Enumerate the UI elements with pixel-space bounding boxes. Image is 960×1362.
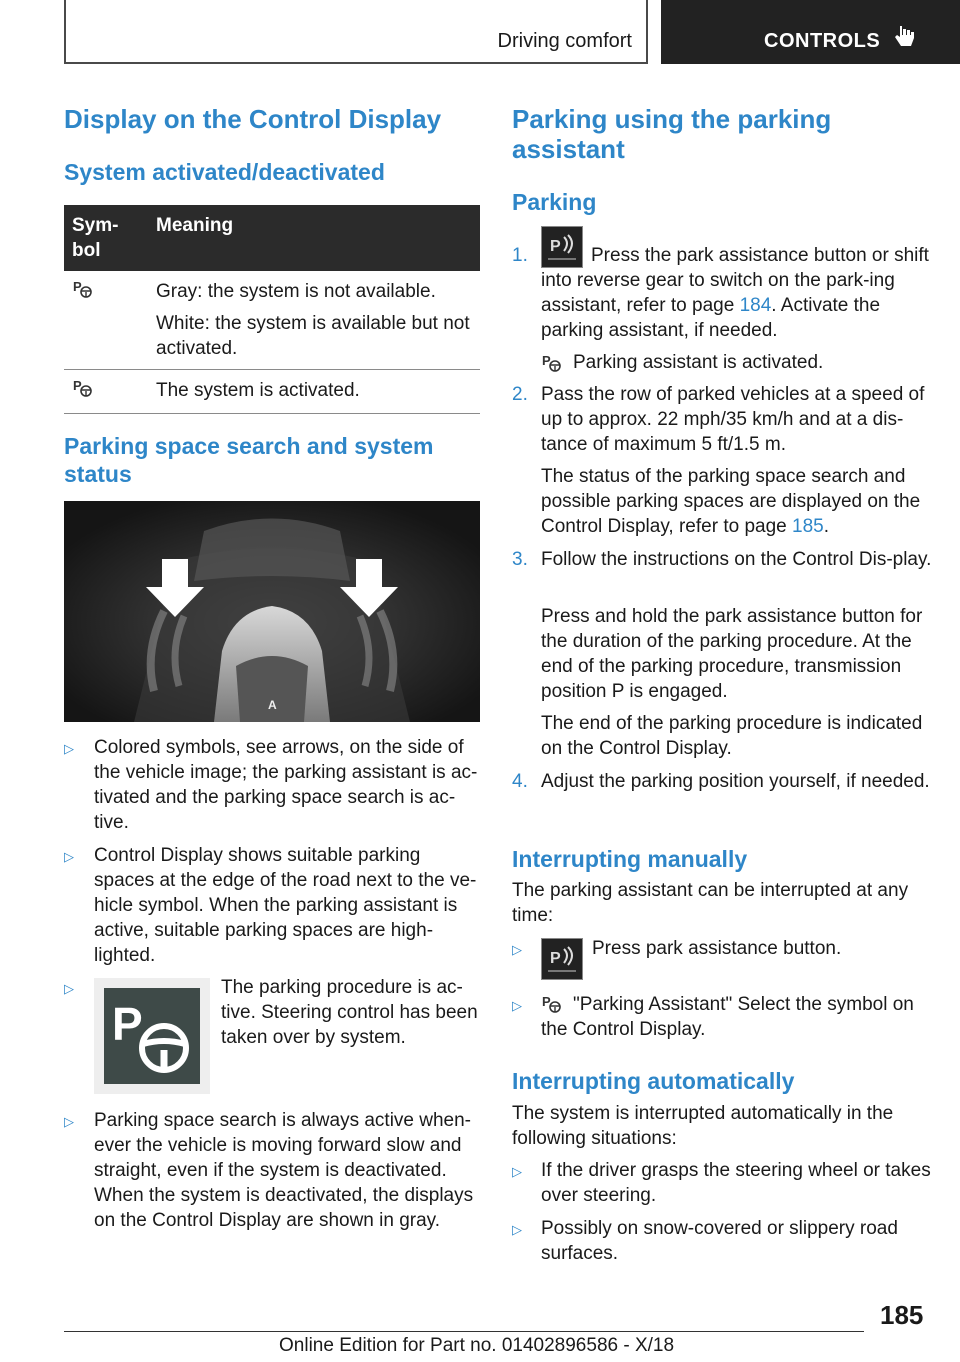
table-row: [64, 271, 480, 370]
parking-assistant-heading: Parking using the parking assistant: [512, 104, 832, 164]
bullet-triangle-icon: ▷: [64, 981, 74, 996]
bullet-colored-symbols: Colored symbols, see arrows, on the side of the vehicle image; the parking assistant is ac-tivated and the parking space search is ac-tive.: [94, 737, 478, 833]
step-number: 4.: [512, 771, 528, 792]
parking-assistant-active-icon: [72, 378, 94, 398]
vehicle-parking-image: [64, 501, 480, 722]
bullet-always-active: Parking space search is always active when-ever the vehicle is moving forward slow and straight, even if the system is deactivated. When the system is deactivated, the displays on the Control Display are shown in gray.: [94, 1110, 474, 1231]
step3-text: Follow the instructions on the Control Dis-play.: [541, 549, 932, 570]
svg-text:P: P: [112, 998, 143, 1050]
svg-text:P: P: [73, 279, 82, 294]
hand-pointer-icon: [893, 24, 917, 50]
svg-text:P: P: [550, 950, 561, 967]
auto-bullet-1: If the driver grasps the steering wheel or takes over steering.: [541, 1160, 931, 1206]
header-chapter-title: CONTROLS: [764, 30, 881, 52]
row1-white-text: White: the system is available but not activated.: [156, 313, 470, 359]
bullet-triangle-icon: ▷: [512, 942, 522, 957]
row2-activated-text: The system is activated.: [148, 370, 480, 414]
step4-text: Adjust the parking position yourself, if needed.: [541, 771, 930, 792]
header-chapter-box: [661, 0, 960, 64]
parking-assistant-inactive-icon: [72, 279, 94, 299]
svg-text:A: A: [268, 698, 277, 712]
table-row: [64, 370, 480, 414]
step1-sub: Parking assistant is activated.: [573, 352, 824, 373]
row1-gray-text: Gray: the system is not available.: [156, 281, 436, 302]
parking-assistant-icon: [541, 353, 563, 373]
edition-text: Online Edition for Part no. 01402896586 - X/18: [279, 1335, 675, 1356]
auto-intro: The system is interrupted automatically in the following situations:: [512, 1103, 894, 1149]
manual-intro: The parking assistant can be interrupted at any time:: [512, 880, 909, 926]
step3-sub1: Press and hold the park assistance button for the duration of the parking procedure. At the end of the parking procedure, transmission position P is engaged.: [541, 606, 923, 702]
bullet-triangle-icon: ▷: [512, 998, 522, 1013]
step2-text: Pass the row of parked vehicles at a speed of up to approx. 22 mph/35 km/h and at a dis-tance of maximum 5 ft/1.5 m.: [541, 384, 925, 455]
header-left-box: [64, 0, 648, 64]
svg-text:P: P: [542, 353, 551, 368]
header-section-title: Driving comfort: [497, 30, 632, 52]
page-number: 185: [880, 1300, 924, 1330]
auto-bullet-2: Possibly on snow-covered or slippery road surfaces.: [541, 1218, 898, 1264]
table-header-meaning: Meaning: [148, 205, 480, 271]
symbol-table: [64, 205, 480, 414]
bullet-suitable-spaces: Control Display shows suitable parking spaces at the edge of the road next to the ve-hicle symbol. When the parking assistant is active, suitable parking spaces are high-lighted.: [94, 845, 477, 966]
footer-divider: [64, 1331, 864, 1332]
step2-sub: The status of the parking space search and possible parking spaces are displayed on the Control Display, refer to page 185.: [541, 466, 921, 537]
page-link-185[interactable]: 185: [792, 516, 824, 537]
bullet-triangle-icon: ▷: [64, 741, 74, 756]
display-heading: Display on the Control Display: [64, 104, 442, 134]
bullet-triangle-icon: ▷: [512, 1222, 522, 1237]
step3-sub2: The end of the parking procedure is indicated on the Control Display.: [541, 713, 923, 759]
manual-heading: Interrupting manually: [512, 846, 748, 872]
page-link-184[interactable]: 184: [739, 295, 772, 316]
bullet-triangle-icon: ▷: [64, 1114, 74, 1129]
manual-bullet-1: Press park assistance button.: [592, 938, 842, 959]
table-header-symbol: Sym- bol: [64, 205, 148, 271]
step-number: 1.: [512, 245, 528, 266]
auto-heading: Interrupting automatically: [512, 1068, 795, 1094]
svg-text:P: P: [542, 994, 551, 1009]
steering-control-active-icon: [94, 978, 210, 1094]
parking-heading: Parking: [512, 189, 597, 215]
bullet-triangle-icon: ▷: [512, 1164, 522, 1179]
svg-text:P: P: [550, 238, 561, 255]
step1-text: Press the park assistance button or shift into reverse gear to switch on the park-ing assistant, refer to page 184. Activate the parking assistant, if needed.: [541, 245, 929, 341]
bullet-procedure-active: The parking procedure is ac-tive. Steering control has been taken over by system.: [221, 977, 478, 1048]
search-heading: Parking space search and system status: [64, 433, 434, 487]
bullet-triangle-icon: ▷: [64, 849, 74, 864]
park-assistance-button-icon: [541, 938, 583, 980]
manual-bullet-2: "Parking Assistant" Select the symbol on the Control Display.: [541, 994, 914, 1040]
step-number: 3.: [512, 549, 528, 570]
step-number: 2.: [512, 384, 528, 405]
svg-text:P: P: [73, 378, 82, 393]
activated-heading: System activated/deactivated: [64, 159, 385, 185]
